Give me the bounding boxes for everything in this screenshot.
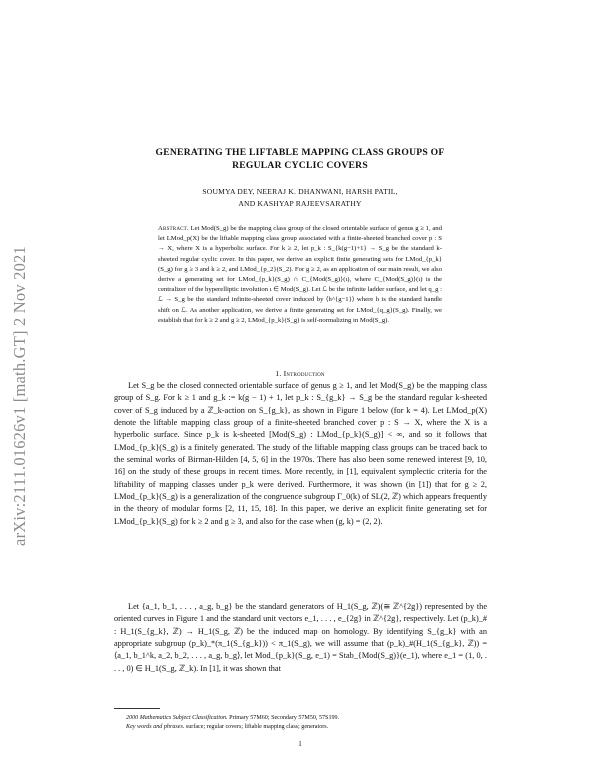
- intro-paragraph: Let {a_1, b_1, . . . , a_g, b_g} be the standard generators of H_1(S_g, ℤ)(≅ ℤ^{2g}) represented by the oriented curves in Figure 1 and the standard unit vectors e_1, . . . , e_{2g} in ℤ^{2g}, respectively. Let (p_k)_# : H_1(S_{g_k}, ℤ) → H_1(S_g, ℤ) be the induced map on homology. By identifying S_{g_k} with an appropriate subgroup (p_k)_*(π_1(S_{g_k})) < π_1(S_g), we will assume that (p_k)_#(H_1(S_{g_k}, ℤ)) = ⟨a_1, b_1^k, a_2, b_2, . . . , a_g, b_g⟩, let Mod_{p_k}(S_g, e_1) = Stab_{Mod(S_g)}(e_1), where e_1 = (1, 0, . . . , 0) ∈ H_1(S_g, ℤ_k). In [1], it was shown that: [114, 602, 487, 673]
- footnote-keywords-text: surface; regular covers; liftable mapping class; generators.: [185, 724, 329, 730]
- footnote-keywords: [114, 723, 487, 732]
- paper-title-line-1: GENERATING THE LIFTABLE MAPPING CLASS GROUPS OF: [155, 147, 445, 158]
- arxiv-identifier-stamp: [10, 196, 30, 596]
- footnote-msc-text: Primary 57M60; Secondary 57M50, 57S199.: [229, 715, 340, 721]
- abstract-label: Abstract.: [158, 225, 189, 232]
- arxiv-identifier-text: arXiv:2111.01626v1 [math.GT] 2 Nov 2021: [10, 246, 29, 546]
- authors-line-1: SOUMYA DEY, NEERAJ K. DHANWANI, HARSH PATIL,: [202, 187, 398, 196]
- section-heading-introduction: 1. Introduction: [275, 369, 325, 378]
- paper-title-line-2: REGULAR CYCLIC COVERS: [232, 160, 368, 171]
- authors-line-2: AND KASHYAP RAJEEVSARATHY: [238, 199, 362, 208]
- page-number: 1: [298, 740, 302, 748]
- footnote-keywords-label: Key words and phrases.: [126, 724, 185, 730]
- abstract: [158, 224, 442, 326]
- abstract-text: Let Mod(S_g) be the mapping class group of the closed orientable surface of genus g ≥ 1, and let LMod_p(X) be the liftable mapping class group associated with a finite-sheeted branched cover p : S → X, where X is a hyperbolic surface. For k ≥ 2, let p_k : S_{k(g−1)+1} → S_g be the standard k-sheeted regular cyclic cover. In this paper, we derive an explicit finite generating sets for LMod_{p_k}(S_g) for g ≥ 3 and k ≥ 2, and LMod_{p_2}(S_2). For g ≥ 2, as an application of our main result, we also derive a generating set for LMod_{p_k}(S_g) ∩ C_{Mod(S_g)}(ι), where C_{Mod(S_g)}(ι) is the centralizer of the hyperelliptic involution ι ∈ Mod(S_g). Let ℒ be the infinite ladder surface, and let q_g : ℒ → S_g be the standard infinite-sheeted cover induced by ⟨h^{g−1}⟩ where h is the standard handle shift on ℒ. As another application, we derive a finite generating set for LMod_{q_g}(S_g). Finally, we establish that for k ≥ 2 and g ≥ 2, LMod_{p_k}(S_g) is self-normalizing in Mod(S_g).: [158, 225, 442, 324]
- footnote-msc-label: 2000 Mathematics Subject Classification.: [126, 715, 228, 721]
- footnote-msc: [114, 714, 487, 723]
- intro-paragraph: Let S_g be the closed connected orientable surface of genus g ≥ 1, and let Mod(S_g) be the mapping class group of S_g. For k ≥ 1 and g_k := k(g − 1) + 1, let p_k : S_{g_k} → S_g be the standard regular k-sheeted cover of S_g induced by a ℤ_k-action on S_{g_k}, as shown in Figure 1 below (for k = 4). Let LMod_p(X) denote the liftable mapping class group of a finite-sheeted branched cover p : S → X, where the X is a hyperbolic surface. Since p_k is k-sheeted [Mod(S_g) : LMod_{p_k}(S_g)] < ∞, and so it follows that LMod_{p_k}(S_g) is a finitely generated. The study of the liftable mapping class groups can be traced back to the seminal works of Birman-Hilden [4, 5, 6] in the 1970s. There has also been some renewed interest [9, 10, 16] on the study of these groups in recent times. More recently, in [1], equivalent symplectic criteria for the liftability of mapping classes under p_k were derived. Furthermore, it was shown (in [1]) that for g ≥ 2, LMod_{p_k}(S_g) is a generalization of the congruence subgroup Γ_0(k) of SL(2, ℤ) which appears frequently in the theory of modular forms [2, 11, 15, 18]. In this paper, we derive an explicit finite generating set for LMod_{p_k}(S_g) for k ≥ 2 and g ≥ 3, and also for the case when (g, k) = (2, 2).: [114, 381, 487, 526]
- footnote-divider: [114, 708, 160, 709]
